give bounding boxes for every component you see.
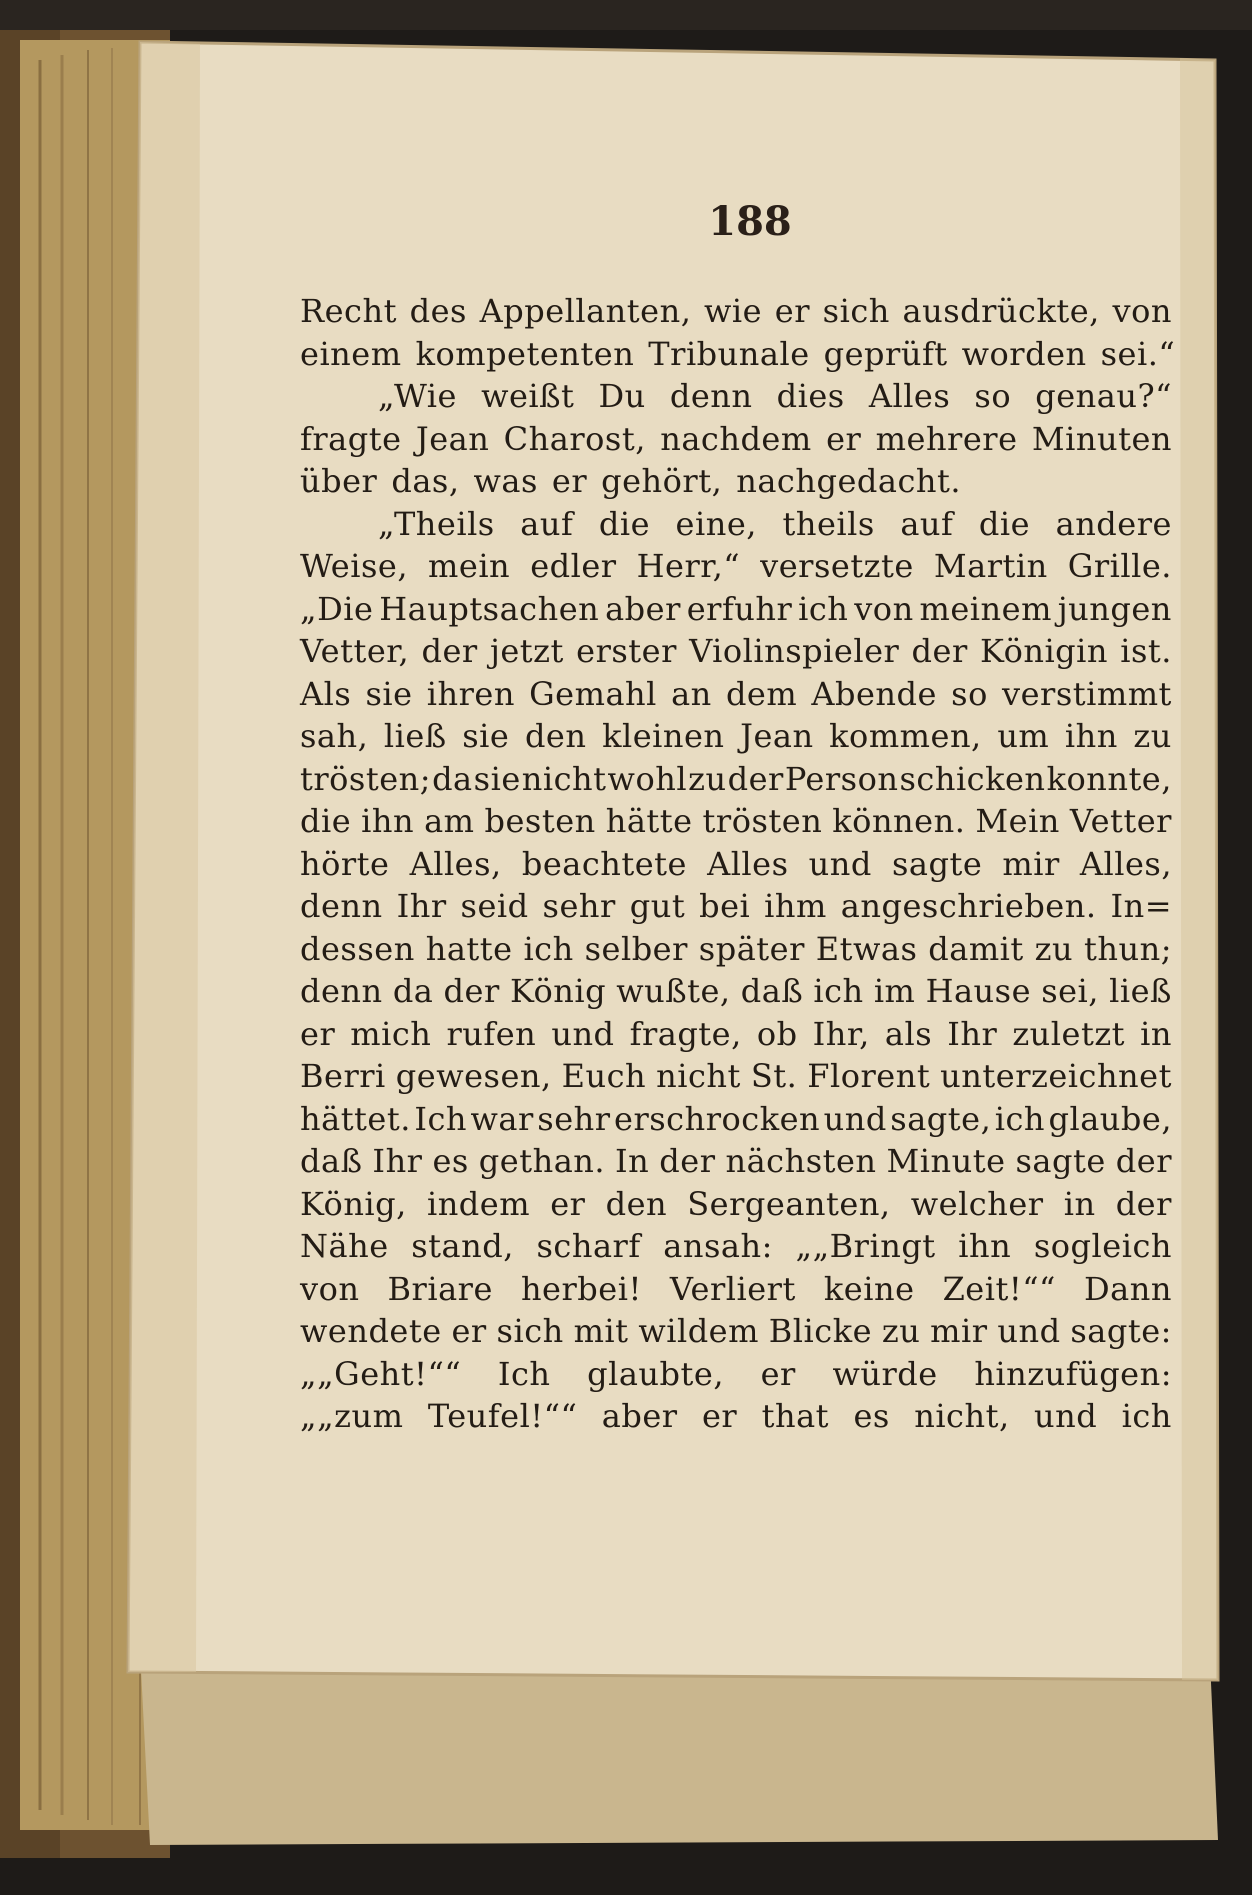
text-line: hörte Alles, beachtete Alles und sagte mir Alles, (300, 844, 1172, 883)
text-line: „Theils auf die eine, theils auf die andere (378, 504, 1172, 543)
text-line: König, indem er den Sergeanten, welcher in der (300, 1184, 1172, 1223)
text-line: fragte Jean Charost, nachdem er mehrere Minuten (300, 419, 1172, 458)
text-line: „Die Hauptsachen aber erfuhr ich von meinem jungen (300, 589, 1172, 628)
text-line: daß Ihr es gethan. In der nächsten Minute sagte der (300, 1142, 1172, 1180)
text-line: „„Geht!““ Ich glaubte, er würde hinzufügen: (300, 1354, 1172, 1393)
text-line: wendete er sich mit wildem Blicke zu mir und sagte: (300, 1312, 1172, 1350)
text-line: Recht des Appellanten, wie er sich ausdrückte, von (300, 292, 1172, 330)
text-line: sah, ließ sie den kleinen Jean kommen, um ihn zu (300, 717, 1172, 755)
text-line: Nähe stand, scharf ansah: „„Bringt ihn sogleich (300, 1227, 1172, 1265)
text-line: „Wie weißt Du denn dies Alles so genau?“ (378, 377, 1172, 415)
text-line: über das, was er gehört, nachgedacht. (300, 462, 961, 500)
text-line: Vetter, der jetzt erster Violinspieler der Königin ist. (300, 632, 1172, 670)
page-text (300, 290, 1176, 1438)
text-line: dessen hatte ich selber später Etwas damit zu thun; (300, 929, 1172, 968)
text-line: einem kompetenten Tribunale geprüft worden sei.“ (300, 334, 1176, 373)
text-line: die ihn am besten hätte trösten können. Mein Vetter (300, 802, 1172, 840)
text-line: von Briare herbei! Verliert keine Zeit!““ Dann (300, 1269, 1172, 1308)
text-line: Weise, mein edler Herr,“ versetzte Martin Grille. (300, 547, 1172, 585)
text-line: Als sie ihren Gemahl an dem Abende so verstimmt (300, 674, 1172, 713)
text-line: hättet. Ich war sehr erschrocken und sagte, ich glaube, (300, 1099, 1172, 1138)
page-number: 188 (708, 198, 792, 245)
text-line: Berri gewesen, Euch nicht St. Florent unterzeichnet (300, 1057, 1172, 1095)
text-line: denn da der König wußte, daß ich im Hause sei, ließ (300, 972, 1172, 1010)
text-line: trösten; da sie nicht wohl zu der Person schicken konnte, (300, 759, 1172, 798)
text-line: „„zum Teufel!““ aber er that es nicht, und ich (300, 1397, 1172, 1435)
text-line: denn Ihr seid sehr gut bei ihm angeschrieben. In= (300, 887, 1172, 925)
text-line: er mich rufen und fragte, ob Ihr, als Ihr zuletzt in (300, 1014, 1172, 1053)
